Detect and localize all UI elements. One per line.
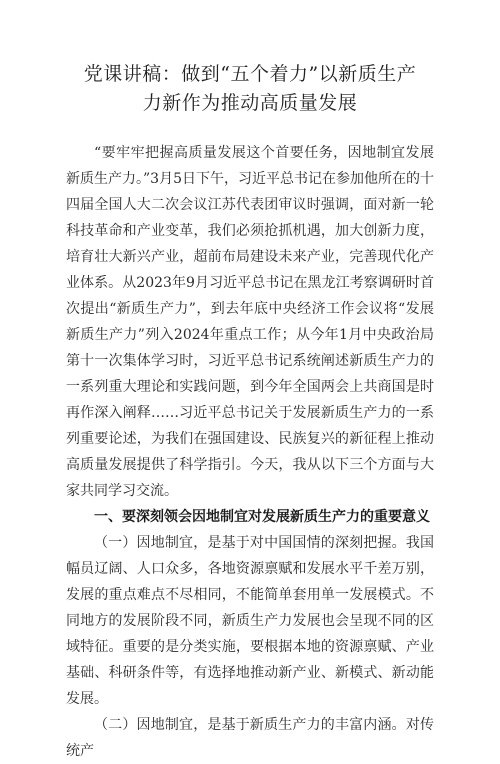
page-title (66, 0, 434, 118)
section-paragraph-2: （二）因地制宜，是基于新质生产力的丰富内涵。对传统产 (66, 717, 434, 759)
intro-paragraph: “要牢牢把握高质量发展这个首要任务，因地制宜发展新质生产力。”3月5日下午，习近平总书记在参加他所在的十四届全国人大二次会议江苏代表团审议时强调，面对新一轮科技革命和产业变革，我们必须抢抓机遇，加大创新力度，培育壮大新兴产业，超前布局建设未来产业，完善现代化产业体系。从2023年9月习近平总书记在黑龙江考察调研时首次提出“新质生产力”，到去年底中央经济工作会议将“发展新质生产力”列入2024年重点工作；从今年1月中央政治局第十一次集体学习时，习近平总书记系统阐述新质生产力的一系列重大理论和实践问题，到今年全国两会上共商国是时再作深入阐释……习近平总书记关于发展新质生产力的一系列重要论述，为我们在强国建设、民族复兴的新征程上推动高质量发展提供了科学指引。今天，我从以下三个方面与大家共同学习交流。 (66, 145, 434, 499)
section-heading-1: 一、要深刻领会因地制宜对发展新质生产力的重要意义 (94, 509, 430, 525)
title-line-2: 力新作为推动高质量发展 (142, 92, 358, 114)
document-body (66, 140, 434, 764)
section-paragraph-1: （一）因地制宜，是基于对中国国情的深刻把握。我国幅员辽阔、人口众多，各地资源禀赋和发展水平千差万别，发展的重点难点不尽相同，不能简单套用单一发展模式。不同地方的发展阶段不同，新质生产力发展也会呈现不同的区域特征。重要的是分类实施，要根据本地的资源禀赋、产业基础、科研条件等，有选择地推动新产业、新模式、新动能发展。 (66, 535, 434, 707)
title-line-1: 党课讲稿：做到“五个着力”以新质生产 (83, 63, 417, 85)
